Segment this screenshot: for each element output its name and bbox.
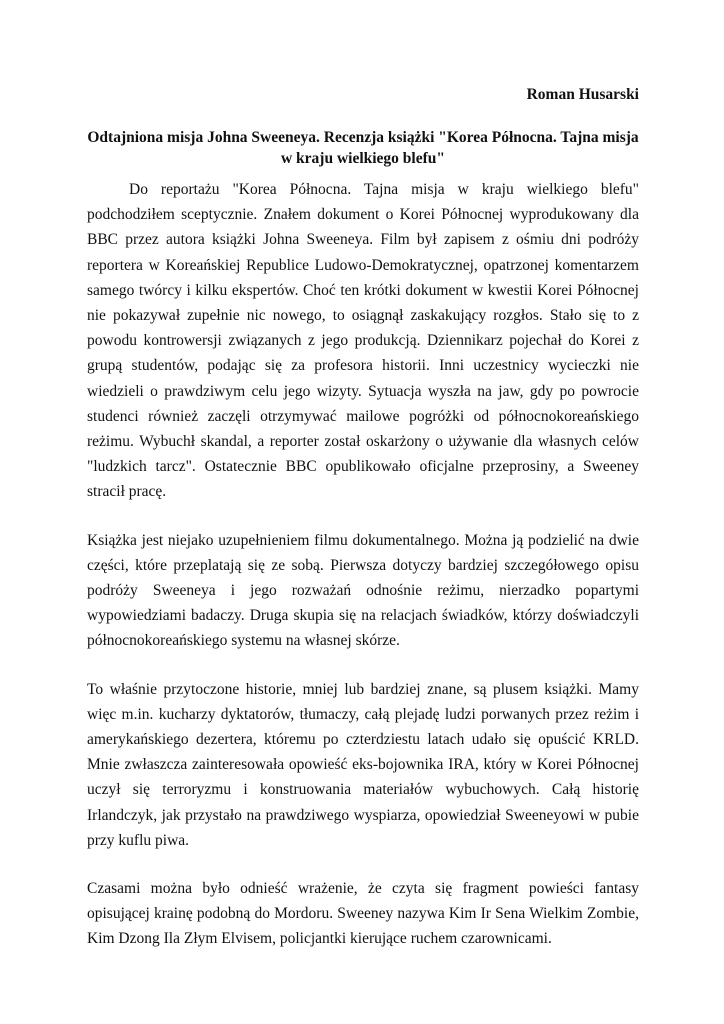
paragraph-stories: To właśnie przytoczone historie, mniej lub bardziej znane, są plusem książki. Mamy więc m.in. kucharzy dyktatorów, tłumaczy, całą plejadę ludzi porwanych przez reżim i amerykańskiego dezertera, któremu po czterdziestu latach udało się opuścić KRLD. Mnie zwłaszcza zainteresowała opowieść eks-bojownika IRA, który w Korei Północnej uczył się terroryzmu i konstruowania materiałów wybuchowych. Całą historię Irlandczyk, jak przystało na prawdziwego wyspiarza, opowiedział Sweeneyowi w pubie przy kuflu piwa.: [87, 680, 639, 849]
paragraph-structure: Książka jest niejako uzupełnieniem filmu dokumentalnego. Można ją podzielić na dwie części, które przeplatają się ze sobą. Pierwsza dotyczy bardziej szczegółowego opisu podróży Sweeneya i jego rozważań odnośnie reżimu, nierzadko popartymi wypowiedziami badaczy. Druga skupia się na relacjach świadków, którzy doświadczyli północnokoreańskiego systemu na własnej skórze.: [87, 531, 639, 650]
article-title: Odtajniona misja Johna Sweeneya. Recenzja książki "Korea Północna. Tajna misja w kraju wielkiego blefu": [87, 129, 639, 167]
article-body: [87, 177, 639, 975]
paragraph-intro: Do reportażu "Korea Północna. Tajna misja w kraju wielkiego blefu" podchodziłem sceptycznie. Znałem dokument o Korei Północnej wyprodukowany dla BBC przez autora książki Johna Sweeneya. Film był zapisem z ośmiu dni podróży reportera w Koreańskiej Republice Ludowo-Demokratycznej, opatrzonej komentarzem samego twórcy i kilku ekspertów. Choć ten krótki dokument w kwestii Korei Północnej nie pokazywał zupełnie nic nowego, to osiągnął zaskakujący rozgłos. Stało się to z powodu kontrowersji związanych z jego produkcją. Dziennikarz pojechał do Korei z grupą studentów, podając się za profesora historii. Inni uczestnicy wycieczki nie wiedzieli o prawdziwym celu jego wizyty. Sytuacja wyszła na jaw, gdy po powrocie studenci również zaczęli otrzymywać mailowe pogróżki od północnokoreańskiego reżimu. Wybuchł skandal, a reporter został oskarżony o używanie dla własnych celów "ludzkich tarcz". Ostatecznie BBC opublikowało oficjalne przeprosiny, a Sweeney stracił pracę.: [87, 181, 639, 501]
paragraph-fantasy: Czasami można było odnieść wrażenie, że czyta się fragment powieści fantasy opisującej krainę podobną do Mordoru. Sweeney nazywa Kim Ir Sena Wielkim Zombie, Kim Dzong Ila Złym Elvisem, policjantki kierujące ruchem czarownicami.: [87, 880, 639, 948]
author-name: Roman Husarski: [526, 86, 639, 103]
